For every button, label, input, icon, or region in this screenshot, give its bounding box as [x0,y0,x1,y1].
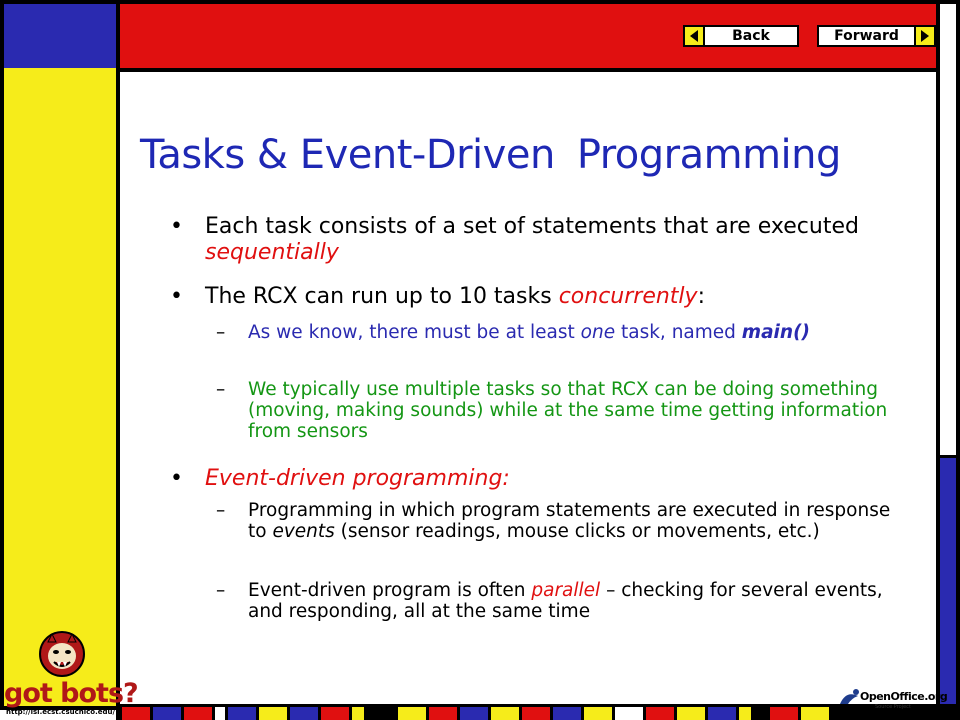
frame-block-right-lower [936,458,960,710]
strip-segment [553,707,581,720]
bullet-text-end: : [697,284,705,309]
sub-bullet-emphasis: events [272,521,335,542]
frame-block-right-upper [936,68,960,458]
sub-bullet-dash: – [216,580,226,601]
sub-bullet-emphasis: parallel [531,580,601,601]
sub-bullet-item [216,580,898,622]
back-button[interactable] [683,25,799,47]
strip-segment [739,707,751,720]
bullet-text: The RCX can run up to 10 tasks [205,284,559,309]
sub-bullet-text: As we know, there must be at least [248,322,581,343]
code-text: main() [741,322,810,343]
frame-block-left [0,68,120,710]
strip-segment [522,707,550,720]
bullet-emphasis: Event-driven programming: [205,466,510,491]
sub-bullet-dash: – [216,322,226,343]
bullet-item [170,466,905,492]
sub-bullet-emphasis: one [580,322,616,343]
strip-segment [615,707,643,720]
back-label: Back [732,28,770,44]
strip-segment [321,707,349,720]
sub-bullet-text: Programming in which program statements are executed in response to [248,500,891,542]
strip-segment [352,707,364,720]
sub-bullet-text: task, named [615,322,742,343]
strip-segment [290,707,318,720]
strip-segment [491,707,519,720]
sub-bullet-dash: – [216,379,226,400]
bullet-dot: • [170,466,183,491]
bullet-dot: • [170,284,183,309]
strip-segment [259,707,287,720]
sub-bullet-dash: – [216,500,226,521]
strip-segment [184,707,212,720]
openoffice-logo-subtext: Source Project [875,704,911,710]
strip-segment [460,707,488,720]
bullet-dot: • [170,214,183,239]
sub-bullet-text: We typically use multiple tasks so that RCX can be doing something (moving, making sounds) while at the same time getting information from sensors [248,379,888,442]
strip-segment [584,707,612,720]
sub-bullet-text: (sensor readings, mouse clicks or movements, etc.) [334,521,820,542]
frame-block-top-left [0,0,120,72]
strip-segment [646,707,674,720]
bullet-text: Each task consists of a set of statements that are executed [205,214,859,239]
right-arrow-icon [914,27,934,45]
strip-segment [153,707,181,720]
wildcat-mascot-icon [38,630,86,678]
title-part-1: Tasks & Event-Driven [140,132,555,178]
left-arrow-icon [685,27,705,45]
title-part-2: Programming [576,132,841,178]
sub-bullet-item [216,379,898,442]
strip-segment [708,707,736,720]
strip-segment [228,707,256,720]
sub-bullet-text: Event-driven program is often [248,580,532,601]
sub-bullet-item [216,500,898,542]
got-bots-logo: got bots? [4,678,138,709]
bullet-emphasis: concurrently [558,284,698,309]
strip-segment [429,707,457,720]
forward-label: Forward [834,28,899,44]
strip-segment [770,707,798,720]
openoffice-logo-text: OpenOffice.org [860,690,948,703]
forward-button[interactable] [817,25,936,47]
sub-bullet-item [216,322,898,343]
slide-title [140,132,930,178]
got-bots-url: http://isl.ecst.csuchico.edu/ [6,708,116,716]
bullet-item [170,214,905,266]
bullet-emphasis: sequentially [205,240,339,265]
strip-segment [677,707,705,720]
bullet-item [170,284,905,310]
strip-segment [215,707,225,720]
strip-segment [801,707,829,720]
sub-bullet-text: – checking for several events, and responding, all at the same time [248,580,883,622]
frame-block-top-right [936,0,960,72]
strip-segment [398,707,426,720]
